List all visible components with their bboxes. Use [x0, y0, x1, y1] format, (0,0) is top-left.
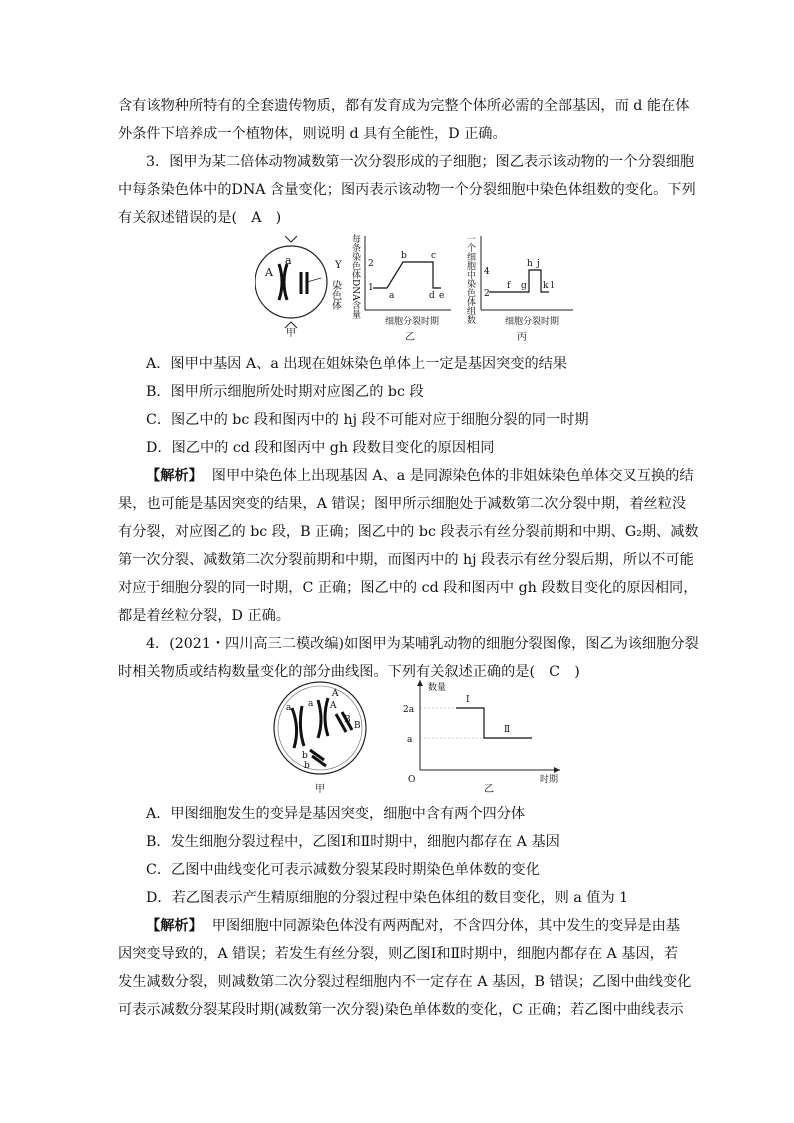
- q4-chrom-4: [325, 698, 328, 736]
- q3-stem-line-2: 中每条染色体中的DNA 含量变化；图丙表示该动物一个分裂细胞中染色体组数的变化。下列: [118, 182, 696, 198]
- yi-caption: 乙: [405, 332, 415, 343]
- q4-fig-jia-caption: 甲: [315, 784, 325, 795]
- q3-stem-line-3: 有关叙述错误的是( A ): [118, 210, 282, 226]
- bing-curve: [489, 270, 549, 292]
- q3-stem-line-1: 3．图甲为某二倍体动物减数第一次分裂形成的子细胞；图乙表示该动物的一个分裂细胞: [146, 154, 695, 170]
- label-Y: Y: [335, 260, 342, 271]
- bing-point-j: j: [537, 259, 540, 269]
- centrosome-top: [285, 236, 297, 242]
- q3-analysis-line-6: 都是着丝粒分裂，D 正确。: [118, 608, 290, 624]
- q4-label-a2: a: [308, 699, 314, 709]
- yi-point-d: d: [429, 291, 435, 301]
- q4-stem-line-2: 时相关物质或结构数量变化的部分曲线图。下列有关叙述正确的是( C ): [118, 664, 580, 680]
- q4-fig-yi: [403, 680, 560, 795]
- q4-yi-segment-1: Ⅰ: [466, 695, 470, 705]
- q4-option-b: B．发生细胞分裂过程中，乙图Ⅰ和Ⅱ时期中，细胞内都存在 A 基因: [146, 834, 560, 850]
- bing-point-h: h: [527, 259, 533, 269]
- q3-fig-bing: [465, 234, 573, 343]
- q4-analysis-line-1: 【解析】 甲图细胞中同源染色体没有两两配对，不含四分体，其中发生的变异是由基: [146, 918, 680, 934]
- q3-analysis-line-1: 【解析】 图甲中染色体上出现基因 A、a 是同源染色体的非姐妹染色单体交叉互换的结: [146, 468, 694, 484]
- q4-chrom-2: [300, 706, 304, 746]
- q4-yi-origin: O: [408, 775, 416, 785]
- q4-yi-y-arrow: [417, 680, 423, 686]
- q4-yi-ylabel: 数量: [428, 683, 447, 693]
- yi-curve: [373, 262, 441, 288]
- q4-yi-segment-2: Ⅱ: [504, 725, 511, 735]
- q4-label-a1: a: [286, 703, 292, 713]
- pointer-line: [307, 278, 321, 282]
- yi-ylabel: 每条染色体DNA含量: [350, 234, 360, 319]
- q4-option-c: C．乙图中曲线变化可表示减数分裂某段时期染色单体数的变化: [146, 862, 540, 878]
- q4-yi-xlabel: 时期: [540, 775, 559, 785]
- bing-ylabel: 一个细胞中染色体组数: [465, 234, 475, 324]
- q4-label-B1: B: [344, 715, 351, 725]
- bing-xlabel: 细胞分裂时期: [505, 317, 560, 327]
- bing-point-k: k: [543, 281, 549, 291]
- q3-fig-jia: [255, 236, 342, 339]
- yi-xlabel: 细胞分裂时期: [385, 317, 440, 327]
- q4-option-d: D．若乙图表示产生精原细胞的分裂过程中染色体组的数目变化，则 a 值为 1: [146, 890, 629, 906]
- q3-figures: [255, 228, 585, 348]
- q4-analysis-line-3: 发生减数分裂，则减数第二次分裂过程细胞内不一定存在 A 基因，B 错误；乙图中曲线变化: [118, 974, 692, 990]
- fig-jia-caption: 甲: [286, 328, 296, 339]
- q3-analysis-line-4: 第一次分裂、减数第二次分裂前期和中期，而图丙中的 hj 段表示有丝分裂后期，所以不可能: [118, 552, 694, 568]
- q4-yi-caption: 乙: [484, 784, 494, 795]
- q4-yi-tick-a: a: [407, 735, 413, 745]
- label-chrom: 染色体: [329, 280, 341, 310]
- label-a: a: [285, 254, 292, 267]
- yi-point-b: b: [401, 251, 407, 261]
- q4-yi-curve: [456, 708, 532, 738]
- q4-analysis-line-2: 因突变导致的，A 错误；若发生有丝分裂，则乙图Ⅰ和Ⅱ时期中，细胞内都存在 A 基因，若: [118, 946, 679, 962]
- bing-caption: 丙: [517, 332, 527, 343]
- q3-analysis-line-2: 果，也可能是基因突变的结果，A 错误；图甲所示细胞处于减数第二次分裂中期，着丝粒没: [118, 496, 687, 512]
- bing-point-g: g: [521, 281, 527, 291]
- q4-stem-line-1: 4．(2021・四川高三二模改编)如图甲为某哺乳动物的细胞分裂图像，图乙为该细胞分裂: [146, 636, 699, 652]
- q3-option-a: A．图甲中基因 A、a 出现在姐妹染色单体上一定是基因突变的结果: [146, 356, 568, 372]
- q4-label-A1: A: [332, 689, 339, 699]
- q4-yi-x-arrow: [554, 767, 560, 773]
- chromatid-left-2: [284, 264, 287, 300]
- q4-chrom-3: [318, 700, 321, 738]
- q4-yi-tick-2a: 2a: [403, 705, 415, 715]
- q4-figures: [270, 678, 580, 798]
- yi-point-a: a: [389, 291, 395, 301]
- q4-label-b1: b: [302, 751, 308, 761]
- bing-tick-2: 2: [484, 289, 490, 299]
- q4-label-B2: B: [354, 721, 361, 731]
- q3-option-d: D．图乙中的 cd 段和图丙中 gh 段数目变化的原因相同: [146, 440, 495, 456]
- q3-option-b: B．图甲所示细胞所处时期对应图乙的 bc 段: [146, 384, 424, 400]
- intro-line-1: 含有该物种所特有的全套遗传物质，都有发育成为完整个体所必需的全部基因，而 d 能在体: [118, 98, 690, 114]
- q4-fig-jia: [274, 682, 366, 795]
- q3-fig-yi: [350, 233, 451, 343]
- label-A: A: [265, 266, 273, 279]
- yi-point-c: c: [431, 251, 437, 261]
- q3-option-c: C．图乙中的 bc 段和图丙中的 hj 段不可能对应于细胞分裂的同一时期: [146, 412, 589, 428]
- yi-point-e: e: [439, 291, 445, 301]
- q4-analysis-tag: 【解析】: [146, 918, 203, 934]
- q3-analysis-line-3: 有分裂，对应图乙的 bc 段，B 正确；图乙中的 bc 段表示有丝分裂前期和中期、G₂期、减数: [118, 524, 699, 540]
- q4-analysis-line-4: 可表示减数分裂某段时期(减数第一次分裂)染色单体数的变化，C 正确；若乙图中曲线表示: [118, 1002, 684, 1018]
- yi-tick-1: 1: [368, 283, 374, 293]
- q4-chrom-1: [292, 708, 297, 748]
- q4-label-b2: b: [304, 761, 310, 771]
- q3-analysis-tag: 【解析】: [146, 468, 203, 484]
- chromatid-left-1: [279, 264, 282, 300]
- q3-analysis-line-5: 对应于细胞分裂的同一时期，C 正确；图乙中的 cd 段和图丙中 gh 段数目变化的原因相同，: [118, 580, 698, 596]
- bing-point-f: f: [507, 281, 511, 291]
- q4-label-A2: A: [330, 701, 337, 711]
- yi-tick-2: 2: [368, 259, 374, 269]
- bing-point-l: l: [551, 281, 554, 291]
- bing-tick-4: 4: [484, 267, 490, 277]
- q4-option-a: A．甲图细胞发生的变异是基因突变，细胞中含有两个四分体: [146, 806, 526, 822]
- intro-line-2: 外条件下培养成一个植物体，则说明 d 具有全能性，D 正确。: [118, 126, 507, 142]
